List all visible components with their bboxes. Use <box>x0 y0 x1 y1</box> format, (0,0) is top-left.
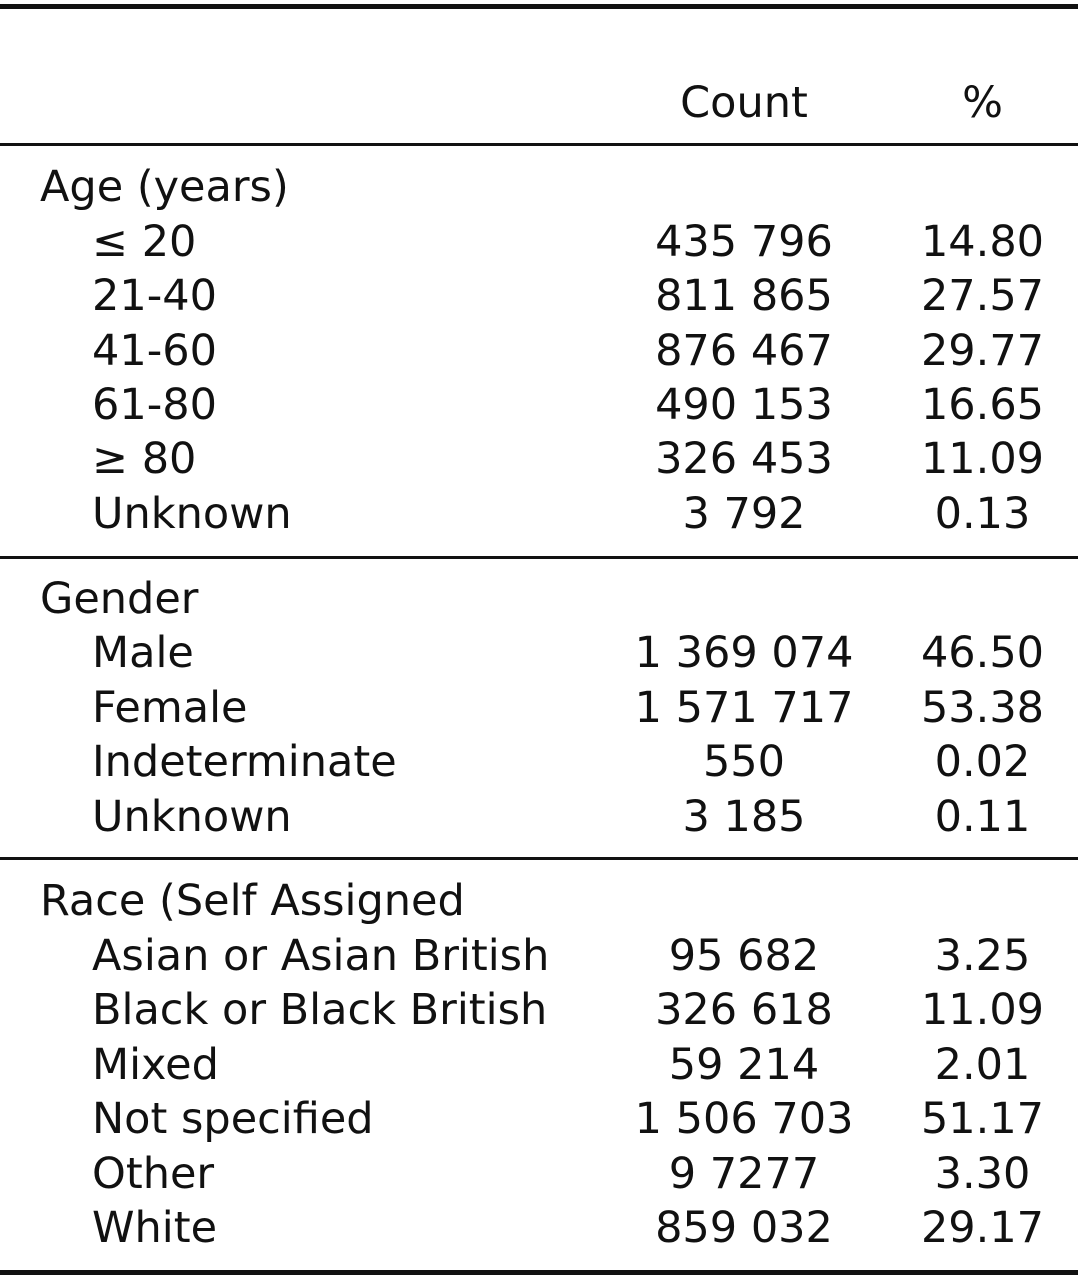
row-count: 95 682 <box>668 931 820 981</box>
row-count: 811 865 <box>655 271 833 321</box>
row-percent: 0.11 <box>934 792 1031 842</box>
row-percent: 51.17 <box>920 1094 1045 1144</box>
row-count: 1 571 717 <box>634 683 854 733</box>
row-count: 876 467 <box>655 326 833 376</box>
row-percent: 53.38 <box>920 683 1045 733</box>
row-label: ≤ 20 <box>92 217 197 267</box>
row-count: 326 618 <box>655 985 833 1035</box>
percent-column-header: % <box>962 78 1003 128</box>
row-label: 61-80 <box>92 380 217 430</box>
row-percent: 16.65 <box>920 380 1045 430</box>
row-label: Male <box>92 628 194 678</box>
row-percent: 46.50 <box>920 628 1045 678</box>
row-count: 859 032 <box>655 1203 833 1253</box>
row-percent: 3.25 <box>934 931 1031 981</box>
gender-race-divider <box>0 857 1078 860</box>
row-count: 3 792 <box>682 489 806 539</box>
row-count: 9 7277 <box>668 1149 820 1199</box>
row-label: Asian or Asian British <box>92 931 550 981</box>
row-count: 1 369 074 <box>634 628 854 678</box>
top-rule <box>0 4 1078 9</box>
row-label: Black or Black British <box>92 985 548 1035</box>
row-label: White <box>92 1203 218 1253</box>
row-label: Indeterminate <box>92 737 397 787</box>
row-percent: 0.02 <box>934 737 1031 787</box>
age-gender-divider <box>0 556 1078 559</box>
bottom-rule <box>0 1270 1078 1275</box>
row-percent: 11.09 <box>920 985 1045 1035</box>
row-count: 59 214 <box>668 1040 820 1090</box>
row-label: Not specified <box>92 1094 374 1144</box>
group-title-race: Race (Self Assigned <box>40 876 465 926</box>
row-label: 21-40 <box>92 271 217 321</box>
count-column-header: Count <box>680 78 808 128</box>
group-title-gender: Gender <box>40 574 199 624</box>
row-count: 490 153 <box>655 380 833 430</box>
row-percent: 27.57 <box>920 271 1045 321</box>
row-count: 1 506 703 <box>634 1094 854 1144</box>
row-percent: 3.30 <box>934 1149 1031 1199</box>
group-title-age: Age (years) <box>40 162 289 212</box>
row-label: Unknown <box>92 489 292 539</box>
row-label: ≥ 80 <box>92 434 197 484</box>
row-label: Other <box>92 1149 215 1199</box>
row-label: 41-60 <box>92 326 217 376</box>
row-percent: 14.80 <box>920 217 1045 267</box>
row-count: 326 453 <box>655 434 833 484</box>
row-percent: 2.01 <box>934 1040 1031 1090</box>
row-count: 3 185 <box>682 792 806 842</box>
row-percent: 11.09 <box>920 434 1045 484</box>
header-rule <box>0 143 1078 146</box>
row-percent: 29.77 <box>920 326 1045 376</box>
row-percent: 29.17 <box>920 1203 1045 1253</box>
row-label: Unknown <box>92 792 292 842</box>
row-percent: 0.13 <box>934 489 1031 539</box>
row-count: 550 <box>702 737 786 787</box>
row-label: Female <box>92 683 248 733</box>
row-label: Mixed <box>92 1040 219 1090</box>
row-count: 435 796 <box>655 217 833 267</box>
